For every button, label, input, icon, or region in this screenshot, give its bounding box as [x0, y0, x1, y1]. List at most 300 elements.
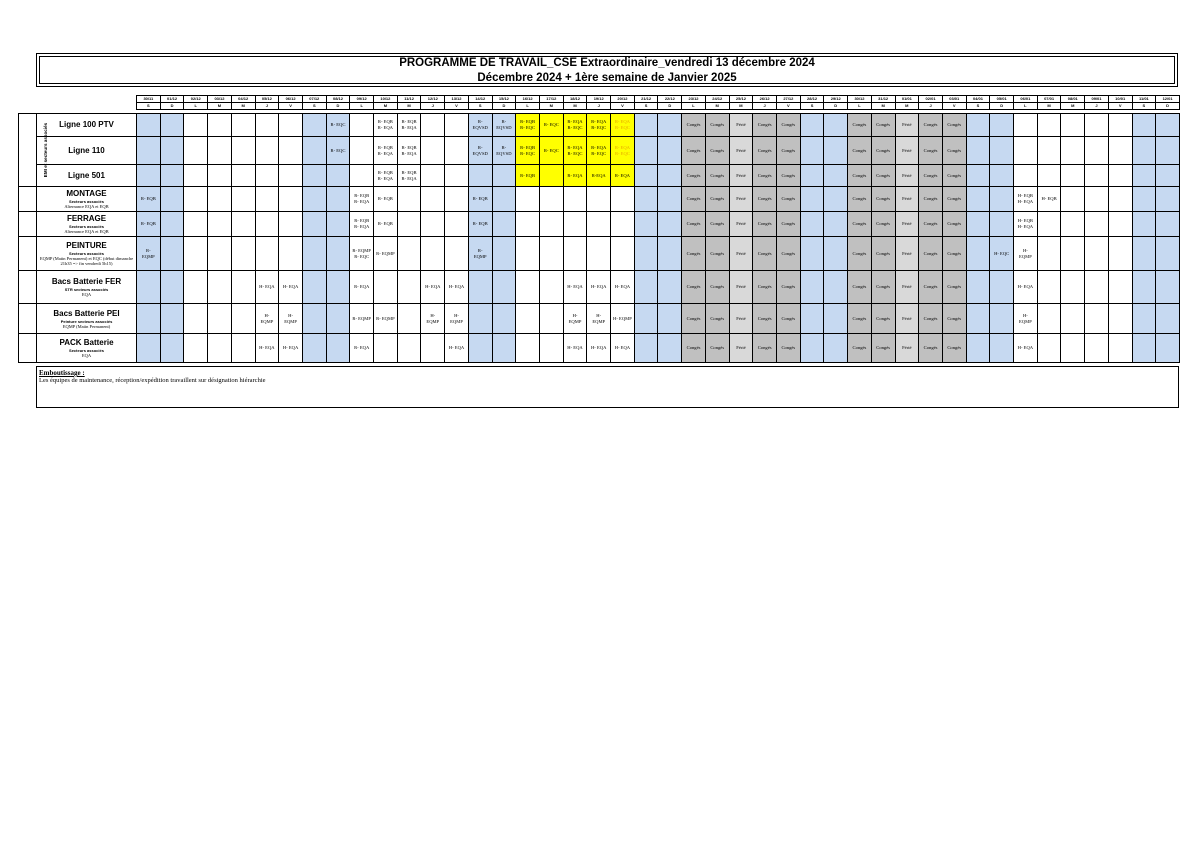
day-cell: D — [160, 103, 184, 110]
schedule-cell — [1014, 165, 1038, 187]
date-cell: 06/01 — [1014, 96, 1038, 103]
page-subtitle: Décembre 2024 + 1ère semaine de Janvier 2025 — [477, 72, 737, 84]
date-cell: 23/12 — [682, 96, 706, 103]
schedule-cell — [137, 114, 161, 137]
schedule-cell — [634, 165, 658, 187]
schedule-cell — [634, 212, 658, 237]
row-note: Alternance EQA et EQB — [64, 204, 109, 209]
schedule-cell: H- EQMP — [279, 304, 303, 334]
schedule-cell: H- EQA — [255, 334, 279, 363]
date-cell: 09/01 — [1085, 96, 1109, 103]
schedule-cell: H- EQMP — [563, 304, 587, 334]
row-name: PACK Batterie — [59, 338, 114, 347]
schedule-cell: H- EQA — [1014, 334, 1038, 363]
day-cell: V — [942, 103, 966, 110]
schedule-cell — [1061, 137, 1085, 165]
schedule-cell — [492, 334, 516, 363]
schedule-cell: Congés — [919, 237, 943, 271]
schedule-cell — [966, 137, 990, 165]
row-note: EQMP (Matin Permanent) et EQC (début dimanche 21h35 => fin vendredi 5h15) — [39, 256, 134, 266]
date-cell: 30/11 — [137, 96, 161, 103]
note-box — [36, 366, 1179, 408]
date-cell: 22/12 — [658, 96, 682, 103]
table-row — [19, 304, 1180, 334]
schedule-cell — [1156, 187, 1180, 212]
schedule-cell — [1132, 271, 1156, 304]
date-cell: 30/12 — [848, 96, 872, 103]
date-cell: 05/01 — [990, 96, 1014, 103]
schedule-cell — [658, 114, 682, 137]
schedule-cell — [587, 187, 611, 212]
date-cell: 25/12 — [729, 96, 753, 103]
group-cell-empty — [19, 212, 37, 237]
date-cell: 01/01 — [895, 96, 919, 103]
schedule-cell — [1085, 165, 1109, 187]
date-cell: 07/12 — [302, 96, 326, 103]
schedule-cell — [1061, 271, 1085, 304]
schedule-cell — [1156, 271, 1180, 304]
row-sub: STR secteurs associés — [64, 287, 109, 292]
day-cell: M — [895, 103, 919, 110]
day-cell: M — [397, 103, 421, 110]
row-sub: Secteurs associés — [69, 199, 104, 204]
schedule-cell: Férié — [895, 334, 919, 363]
schedule-cell: R- EQB — [468, 212, 492, 237]
schedule-cell — [184, 165, 208, 187]
row-name: Ligne 501 — [68, 170, 105, 180]
date-cell: 24/12 — [705, 96, 729, 103]
schedule-cell: Congés — [776, 304, 800, 334]
schedule-cell — [563, 237, 587, 271]
date-cell: 16/12 — [516, 96, 540, 103]
schedule-cell: Congés — [871, 334, 895, 363]
schedule-cell — [539, 237, 563, 271]
schedule-cell: Congés — [705, 137, 729, 165]
day-cell: D — [990, 103, 1014, 110]
schedule-cell — [279, 114, 303, 137]
schedule-table — [18, 95, 1180, 363]
schedule-cell: R- EQMP — [137, 237, 161, 271]
schedule-cell: Congés — [682, 334, 706, 363]
day-cell: D — [824, 103, 848, 110]
schedule-cell — [445, 187, 469, 212]
schedule-cell — [1037, 304, 1061, 334]
schedule-cell — [445, 237, 469, 271]
schedule-cell — [137, 334, 161, 363]
schedule-cell: Congés — [919, 187, 943, 212]
schedule-cell — [634, 187, 658, 212]
schedule-cell — [492, 212, 516, 237]
date-cell: 31/12 — [871, 96, 895, 103]
day-cell: J — [587, 103, 611, 110]
schedule-cell: Congés — [753, 212, 777, 237]
schedule-cell: Congés — [753, 114, 777, 137]
schedule-cell: Congés — [848, 187, 872, 212]
schedule-cell: Congés — [705, 334, 729, 363]
schedule-cell — [255, 114, 279, 137]
schedule-cell — [421, 187, 445, 212]
schedule-cell — [231, 165, 255, 187]
schedule-cell — [824, 304, 848, 334]
schedule-cell: H- EQA — [587, 271, 611, 304]
schedule-cell — [184, 212, 208, 237]
schedule-cell: Congés — [942, 237, 966, 271]
schedule-cell — [231, 304, 255, 334]
schedule-cell: R- EQMP — [374, 237, 398, 271]
date-cell: 14/12 — [468, 96, 492, 103]
schedule-cell — [990, 304, 1014, 334]
schedule-cell — [184, 137, 208, 165]
date-cell: 29/12 — [824, 96, 848, 103]
schedule-cell — [634, 334, 658, 363]
schedule-cell — [634, 114, 658, 137]
schedule-cell: Congés — [919, 165, 943, 187]
schedule-cell — [279, 165, 303, 187]
schedule-cell — [1108, 212, 1132, 237]
schedule-cell: Congés — [942, 271, 966, 304]
schedule-cell — [1156, 304, 1180, 334]
title-box — [36, 53, 1178, 87]
note-text: Les équipes de maintenance, réception/expédition travaillent sur désignation hiérarchie — [39, 377, 266, 384]
schedule-cell — [397, 237, 421, 271]
schedule-cell: Congés — [705, 237, 729, 271]
date-cell: 02/01 — [919, 96, 943, 103]
schedule-cell — [1014, 137, 1038, 165]
schedule-cell: Congés — [682, 165, 706, 187]
schedule-cell: Congés — [753, 271, 777, 304]
schedule-cell — [160, 334, 184, 363]
day-cell: M — [1037, 103, 1061, 110]
schedule-cell — [302, 114, 326, 137]
row-label — [37, 114, 137, 137]
schedule-cell: Congés — [848, 334, 872, 363]
schedule-cell: H- EQMP — [1014, 237, 1038, 271]
schedule-cell — [800, 212, 824, 237]
schedule-cell — [208, 187, 232, 212]
schedule-cell: Congés — [848, 165, 872, 187]
schedule-cell: R- EQC — [326, 114, 350, 137]
schedule-cell — [445, 114, 469, 137]
schedule-cell — [539, 271, 563, 304]
schedule-cell — [1037, 334, 1061, 363]
schedule-cell: R- EQB — [137, 212, 161, 237]
schedule-cell: Congés — [919, 271, 943, 304]
date-cell: 21/12 — [634, 96, 658, 103]
schedule-cell — [658, 212, 682, 237]
schedule-cell: R- EQA — [563, 165, 587, 187]
schedule-cell — [326, 334, 350, 363]
schedule-cell — [1132, 114, 1156, 137]
schedule-cell — [966, 334, 990, 363]
day-cell: M — [1061, 103, 1085, 110]
schedule-cell: Congés — [848, 114, 872, 137]
schedule-cell: H- EQB H- EQA — [1014, 212, 1038, 237]
date-cell: 13/12 — [445, 96, 469, 103]
row-note: EQA — [81, 353, 92, 358]
schedule-cell — [492, 187, 516, 212]
schedule-cell — [302, 187, 326, 212]
schedule-cell — [634, 137, 658, 165]
schedule-cell — [279, 237, 303, 271]
schedule-cell: Congés — [705, 304, 729, 334]
schedule-cell: Congés — [942, 137, 966, 165]
date-cell: 19/12 — [587, 96, 611, 103]
schedule-cell: Congés — [919, 334, 943, 363]
row-name: Bacs Batterie PEI — [53, 308, 120, 318]
row-label — [37, 271, 137, 304]
schedule-cell — [1061, 237, 1085, 271]
schedule-cell: Congés — [942, 114, 966, 137]
schedule-cell: H- EQMP — [611, 304, 635, 334]
schedule-cell: Congés — [848, 212, 872, 237]
schedule-cell: H- EQMP — [445, 304, 469, 334]
schedule-cell: H- EQA — [563, 271, 587, 304]
schedule-cell — [1085, 304, 1109, 334]
row-note: Alternance EQA et EQB — [64, 229, 109, 234]
day-cell: S — [468, 103, 492, 110]
schedule-cell — [658, 237, 682, 271]
row-sub: Peinture secteurs associés — [60, 318, 113, 324]
day-cell: L — [1014, 103, 1038, 110]
schedule-cell: H- EQB H- EQA — [1014, 187, 1038, 212]
schedule-cell: Congés — [871, 187, 895, 212]
schedule-cell — [1061, 187, 1085, 212]
day-cell: S — [966, 103, 990, 110]
schedule-cell — [539, 187, 563, 212]
row-note: EQMP (Matin Permanent) — [62, 323, 111, 329]
orange-text: R- EQA R- EQC — [614, 119, 630, 130]
schedule-cell: R- EQB R- EQA — [397, 114, 421, 137]
schedule-cell — [421, 137, 445, 165]
row-sub: Secteurs associés — [69, 224, 104, 229]
date-cell: 17/12 — [539, 96, 563, 103]
schedule-cell — [1037, 237, 1061, 271]
schedule-cell: Congés — [753, 237, 777, 271]
schedule-cell: Congés — [871, 212, 895, 237]
schedule-cell: H- EQA — [563, 334, 587, 363]
dates-row — [19, 96, 1180, 103]
day-cell: J — [1085, 103, 1109, 110]
schedule-cell: R- EQB R- EQC — [516, 114, 540, 137]
schedule-cell: H- EQA — [611, 271, 635, 304]
schedule-cell — [800, 137, 824, 165]
schedule-cell — [160, 271, 184, 304]
date-cell: 28/12 — [800, 96, 824, 103]
schedule-cell: Congés — [919, 114, 943, 137]
schedule-cell — [492, 271, 516, 304]
schedule-cell: Férié — [895, 165, 919, 187]
schedule-cell: Congés — [776, 137, 800, 165]
schedule-cell — [611, 237, 635, 271]
schedule-cell — [966, 212, 990, 237]
row-label — [37, 137, 137, 165]
day-cell: J — [421, 103, 445, 110]
schedule-cell — [374, 271, 398, 304]
schedule-cell: H- EQA — [1014, 271, 1038, 304]
table-row — [19, 237, 1180, 271]
schedule-cell — [397, 212, 421, 237]
schedule-cell: H- EQA — [611, 334, 635, 363]
schedule-cell — [231, 271, 255, 304]
schedule-cell: Congés — [776, 165, 800, 187]
schedule-cell — [1132, 212, 1156, 237]
date-cell: 04/12 — [231, 96, 255, 103]
schedule-cell — [966, 187, 990, 212]
schedule-cell — [611, 137, 635, 165]
schedule-cell — [279, 212, 303, 237]
schedule-cell — [990, 187, 1014, 212]
schedule-cell — [255, 187, 279, 212]
schedule-cell — [137, 304, 161, 334]
schedule-cell: Congés — [776, 187, 800, 212]
schedule-cell: Congés — [705, 212, 729, 237]
schedule-cell: Congés — [682, 304, 706, 334]
day-cell: L — [184, 103, 208, 110]
date-cell: 26/12 — [753, 96, 777, 103]
schedule-cell: R- EQC — [539, 114, 563, 137]
schedule-cell: Congés — [682, 237, 706, 271]
day-cell: L — [516, 103, 540, 110]
schedule-cell — [160, 137, 184, 165]
schedule-cell: Férié — [729, 304, 753, 334]
row-label — [37, 187, 137, 212]
date-cell: 07/01 — [1037, 96, 1061, 103]
schedule-cell — [539, 212, 563, 237]
schedule-cell — [1085, 237, 1109, 271]
schedule-cell: R- EQA R- EQC — [563, 114, 587, 137]
schedule-cell — [611, 212, 635, 237]
schedule-cell — [658, 304, 682, 334]
schedule-cell: R- EQMP — [350, 304, 374, 334]
schedule-cell — [492, 165, 516, 187]
schedule-cell — [1108, 271, 1132, 304]
day-cell: D — [1156, 103, 1180, 110]
schedule-cell: H- EQA — [279, 334, 303, 363]
schedule-cell — [421, 237, 445, 271]
day-cell: J — [753, 103, 777, 110]
schedule-cell — [421, 212, 445, 237]
schedule-cell: H- EQA — [279, 271, 303, 304]
date-cell: 11/01 — [1132, 96, 1156, 103]
schedule-cell — [326, 212, 350, 237]
schedule-cell: R- EQB — [374, 187, 398, 212]
schedule-cell — [231, 212, 255, 237]
schedule-cell: Congés — [919, 137, 943, 165]
day-cell: M — [563, 103, 587, 110]
schedule-cell: Congés — [753, 165, 777, 187]
schedule-cell — [587, 212, 611, 237]
schedule-cell: R- EQVSD — [492, 114, 516, 137]
schedule-cell: R- EQA — [611, 165, 635, 187]
schedule-cell — [824, 114, 848, 137]
schedule-cell — [990, 212, 1014, 237]
schedule-cell: Congés — [753, 304, 777, 334]
day-cell: J — [919, 103, 943, 110]
date-cell: 02/12 — [184, 96, 208, 103]
schedule-cell — [1156, 212, 1180, 237]
schedule-cell — [1061, 114, 1085, 137]
row-name: FERRAGE — [66, 214, 107, 223]
date-cell: 03/01 — [942, 96, 966, 103]
schedule-cell — [1037, 212, 1061, 237]
schedule-cell — [184, 334, 208, 363]
schedule-cell — [1061, 212, 1085, 237]
schedule-cell — [800, 237, 824, 271]
schedule-cell — [397, 334, 421, 363]
schedule-cell: Congés — [682, 271, 706, 304]
schedule-cell — [800, 187, 824, 212]
schedule-cell: Férié — [729, 271, 753, 304]
row-label — [37, 237, 137, 271]
table-row — [19, 114, 1180, 137]
schedule-cell — [1037, 137, 1061, 165]
schedule-cell — [231, 114, 255, 137]
schedule-cell — [1061, 304, 1085, 334]
schedule-cell — [1156, 334, 1180, 363]
schedule-cell: Congés — [871, 304, 895, 334]
schedule-cell — [516, 212, 540, 237]
schedule-cell — [563, 187, 587, 212]
date-cell: 01/12 — [160, 96, 184, 103]
schedule-cell — [966, 165, 990, 187]
schedule-cell — [1132, 334, 1156, 363]
group-cell-empty — [19, 237, 37, 271]
schedule-cell — [587, 237, 611, 271]
schedule-cell — [137, 165, 161, 187]
schedule-cell — [184, 114, 208, 137]
schedule-cell: Congés — [682, 137, 706, 165]
schedule-cell: Congés — [942, 212, 966, 237]
schedule-cell — [1132, 304, 1156, 334]
schedule-cell: Congés — [776, 114, 800, 137]
group-cell-empty — [19, 304, 37, 334]
schedule-cell — [160, 187, 184, 212]
schedule-cell — [1014, 114, 1038, 137]
schedule-cell — [208, 237, 232, 271]
date-cell: 03/12 — [208, 96, 232, 103]
schedule-cell: Congés — [942, 304, 966, 334]
schedule-cell — [492, 304, 516, 334]
schedule-cell — [184, 237, 208, 271]
date-cell: 18/12 — [563, 96, 587, 103]
schedule-cell: R- EQMP R- EQC — [350, 237, 374, 271]
row-label — [37, 304, 137, 334]
schedule-cell: R- EQB R- EQA — [374, 114, 398, 137]
group-label: EMI et secteurs associés — [43, 122, 49, 178]
schedule-cell — [492, 237, 516, 271]
schedule-cell: Congés — [753, 137, 777, 165]
schedule-cell — [1085, 271, 1109, 304]
day-cell: D — [492, 103, 516, 110]
schedule-cell — [184, 271, 208, 304]
schedule-cell: H- EQA — [445, 271, 469, 304]
schedule-cell — [468, 304, 492, 334]
schedule-cell — [1085, 137, 1109, 165]
schedule-cell: H- EQC — [990, 237, 1014, 271]
group-cell-empty — [19, 271, 37, 304]
schedule-cell: Férié — [729, 334, 753, 363]
day-cell: V — [776, 103, 800, 110]
table-row — [19, 334, 1180, 363]
schedule-cell — [445, 137, 469, 165]
schedule-cell — [800, 304, 824, 334]
date-cell: 27/12 — [776, 96, 800, 103]
schedule-cell — [1108, 187, 1132, 212]
schedule-cell: R- EQB R- EQA — [374, 165, 398, 187]
schedule-cell — [1156, 114, 1180, 137]
schedule-cell: Congés — [705, 165, 729, 187]
schedule-cell — [990, 271, 1014, 304]
